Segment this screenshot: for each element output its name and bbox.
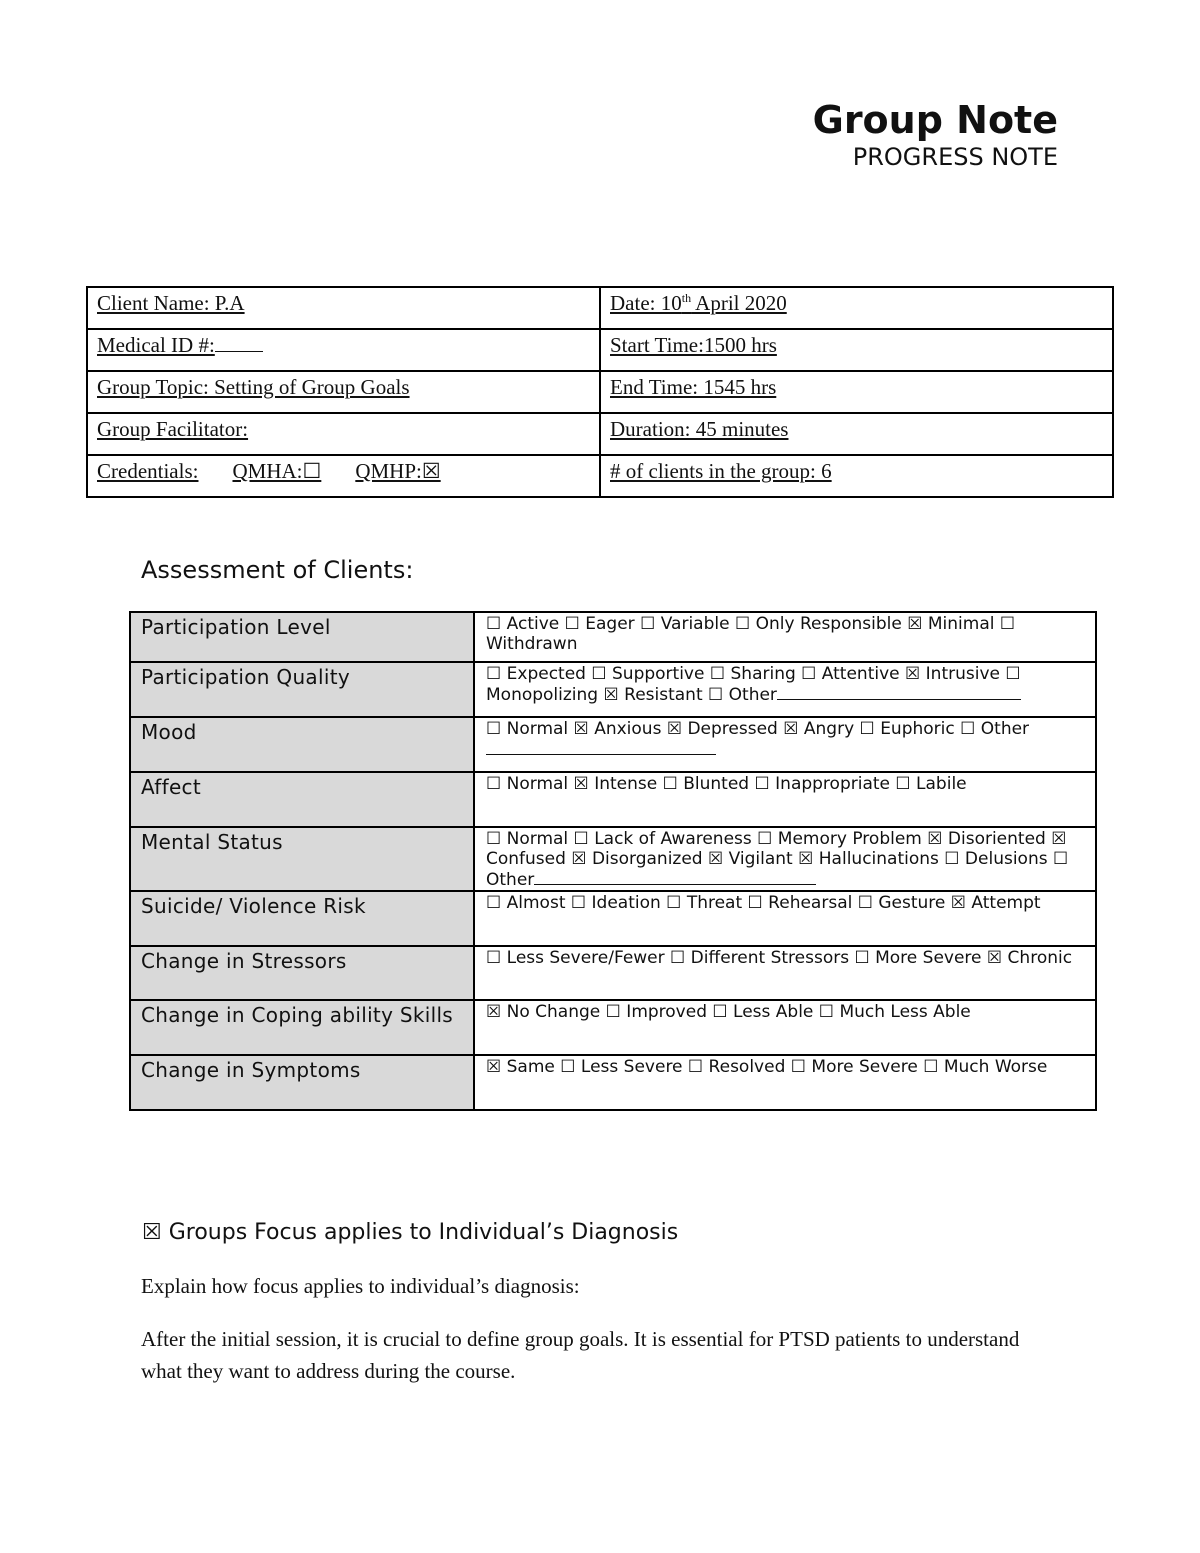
- credentials: [97, 456, 441, 484]
- group-topic: Group Topic: Setting of Group Goals: [97, 375, 410, 399]
- assessment-row: [130, 717, 1096, 772]
- medical-id-blank: [215, 333, 263, 352]
- qmhp-checkbox[interactable]: QMHP:☒: [355, 459, 441, 483]
- assessment-title: Assessment of Clients:: [141, 556, 414, 584]
- other-blank[interactable]: [486, 739, 716, 755]
- assessment-options[interactable]: ☐ Normal ☒ Anxious ☒ Depressed ☒ Angry ☐ Euphoric ☐ Other: [474, 717, 1096, 772]
- assessment-options[interactable]: ☐ Normal ☒ Intense ☐ Blunted ☐ Inappropriate ☐ Labile: [474, 772, 1096, 827]
- end-time-cell: [600, 371, 1113, 413]
- client-name: Client Name: P.A: [97, 291, 245, 315]
- assessment-row: [130, 662, 1096, 717]
- assessment-row: [130, 1000, 1096, 1055]
- assessment-options[interactable]: ☐ Expected ☐ Supportive ☐ Sharing ☐ Attentive ☒ Intrusive ☐ Monopolizing ☒ Resistant ☐ Other: [474, 662, 1096, 717]
- other-blank[interactable]: [777, 684, 1021, 700]
- assessment-row: [130, 772, 1096, 827]
- assessment-row: [130, 946, 1096, 1000]
- group-facilitator: Group Facilitator:: [97, 417, 249, 441]
- start-time: Start Time:1500 hrs: [610, 333, 777, 357]
- start-time-cell: [600, 329, 1113, 371]
- explain-text: After the initial session, it is crucial to define group goals. It is essential for PTSD patients to understand what they want to address during the course.: [141, 1327, 1020, 1383]
- assessment-label: Affect: [130, 772, 474, 827]
- diagnosis-focus-checkbox[interactable]: ☒ Groups Focus applies to Individual’s Diagnosis: [142, 1220, 679, 1245]
- client-count: # of clients in the group: 6: [610, 459, 832, 483]
- session-date: Date: 10th April 2020: [610, 291, 787, 315]
- date-cell: [600, 287, 1113, 329]
- assessment-label: Change in Symptoms: [130, 1055, 474, 1110]
- assessment-options[interactable]: ☐ Active ☐ Eager ☐ Variable ☐ Only Responsible ☒ Minimal ☐ Withdrawn: [474, 612, 1096, 662]
- assessment-label: Change in Stressors: [130, 946, 474, 1000]
- document-header: [813, 98, 1058, 172]
- client-count-cell: [600, 455, 1113, 497]
- end-time: End Time: 1545 hrs: [610, 375, 777, 399]
- assessment-row: [130, 612, 1096, 662]
- medical-id-cell: [87, 329, 600, 371]
- assessment-label: Mood: [130, 717, 474, 772]
- assessment-row: [130, 891, 1096, 946]
- assessment-label: Change in Coping ability Skills: [130, 1000, 474, 1055]
- assessment-row: [130, 1055, 1096, 1110]
- explain-label: Explain how focus applies to individual’s diagnosis:: [141, 1274, 580, 1298]
- duration: Duration: 45 minutes: [610, 417, 789, 441]
- assessment-row: [130, 827, 1096, 891]
- qmha-checkbox[interactable]: QMHA:☐: [232, 459, 322, 483]
- assessment-label: Participation Quality: [130, 662, 474, 717]
- credentials-label: Credentials:: [97, 459, 199, 483]
- document-title: Group Note: [812, 98, 1058, 142]
- document-subtitle: PROGRESS NOTE: [852, 143, 1058, 171]
- group-facilitator-cell: [87, 413, 600, 455]
- group-topic-cell: [87, 371, 600, 413]
- session-info-table: [86, 286, 1114, 498]
- assessment-options[interactable]: ☐ Normal ☐ Lack of Awareness ☐ Memory Problem ☒ Disoriented ☒ Confused ☒ Disorganized ☒ Vigilant ☒ Hallucinations ☐ Delusions ☐ Other: [474, 827, 1096, 891]
- duration-cell: [600, 413, 1113, 455]
- assessment-options[interactable]: ☒ No Change ☐ Improved ☐ Less Able ☐ Much Less Able: [474, 1000, 1096, 1055]
- credentials-cell: [87, 455, 600, 497]
- client-name-cell: [87, 287, 600, 329]
- medical-id: Medical ID #:: [97, 333, 215, 357]
- assessment-label: Mental Status: [130, 827, 474, 891]
- assessment-label: Participation Level: [130, 612, 474, 662]
- assessment-options[interactable]: ☐ Less Severe/Fewer ☐ Different Stressors ☐ More Severe ☒ Chronic: [474, 946, 1096, 1000]
- assessment-table: [129, 611, 1097, 1111]
- assessment-options[interactable]: ☒ Same ☐ Less Severe ☐ Resolved ☐ More Severe ☐ Much Worse: [474, 1055, 1096, 1110]
- assessment-options[interactable]: ☐ Almost ☐ Ideation ☐ Threat ☐ Rehearsal ☐ Gesture ☒ Attempt: [474, 891, 1096, 946]
- other-blank[interactable]: [534, 869, 816, 885]
- assessment-label: Suicide/ Violence Risk: [130, 891, 474, 946]
